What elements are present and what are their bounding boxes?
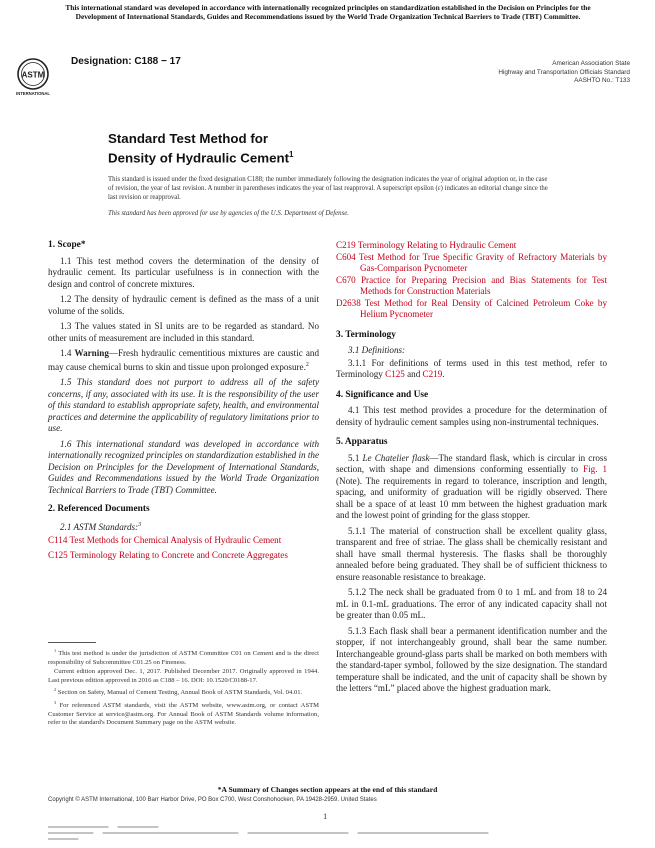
link-c125[interactable]: C125 <box>385 369 405 379</box>
para-1-1: 1.1 This test method covers the determination of the density of hydraulic cement. Its particular usefulness is in connection with the design and control of concrete mixtures. <box>48 255 319 289</box>
ref-item[interactable] <box>336 252 607 275</box>
license-watermark-icon <box>48 823 508 841</box>
title-footnote-ref[interactable]: 1 <box>289 149 294 159</box>
footnote-1-edition: Current edition approved Dec. 1, 2017. Published December 2017. Originally approved in 1944. Last previous edition approved in 2016 as C188 – 16. DOI: 10.1520/C0188-17. <box>48 668 319 684</box>
para-2-1: 2.1 ASTM Standards:$^3$ <box>60 521 142 532</box>
para-5-1-2: 5.1.2 The neck shall be graduated from 0 to 1 mL and from 18 to 24 mL in 0.1-mL graduations. The error of any indicated capacity shall not be greater than 0.05 mL. <box>336 587 607 620</box>
aashto-block <box>498 60 630 86</box>
ref-item[interactable] <box>48 550 319 562</box>
para-5-1-1: 5.1.1 The material of construction shall be excellent quality glass, transparent and free of striae. The glass shall be chemically resistant and shall have small thermal hysteresis. The flasks shall be thoroughly annealed before being graduated. They shall be of sufficient thickness to ensure reasonable resistance to breakage. <box>336 525 607 582</box>
logo-sublabel: INTERNATIONAL <box>16 91 50 96</box>
issued-note: This standard is issued under the fixed designation C188; the number immediately following the designation indicates the year of original adoption or, in the case of revision, the year of last revision. A number in parentheses indicates the year of last reapproval. A superscript epsilon (ε) indicates an editorial change since the last revision or reapproval. <box>108 176 548 201</box>
section-heading-scope: 1. Scope* <box>48 240 86 250</box>
para-1-5: 1.5 This standard does not purport to address all of the safety concerns, if any, associated with its use. It is the responsibility of the user of this standard to establish appropriate safety, health, and environmental practices and determine the applicability of regulatory limitations prior to use. <box>48 377 319 434</box>
para-1-6: 1.6 This international standard was developed in accordance with internationally recognized principles on standardization established in the Decision on Principles for the Development of International Standards, Guides and Recommendations issued by the World Trade Organization Technical Barriers to Trade (TBT) Committee. <box>48 438 319 495</box>
section-heading-significance: 4. Significance and Use <box>336 389 429 400</box>
footnote-2: $^2$ Section on Safety, Manual of Cement Testing, Annual Book of ASTM Standards, Vol. 04.01. <box>54 687 303 697</box>
ref-title-link[interactable]: Test Method for True Specific Gravity of Refractory Materials by Gas-Comparison Pycnometer <box>358 251 608 273</box>
link-fig-1[interactable]: Fig. 1 <box>583 464 607 474</box>
title-line-2: Density of Hydraulic Cement <box>108 149 290 165</box>
ref-item[interactable] <box>336 298 607 321</box>
footnote-divider <box>48 642 96 643</box>
astm-logo-icon <box>12 55 54 97</box>
footnote-ref-3[interactable]: 3 <box>138 521 142 528</box>
ref-code-link[interactable]: C114 <box>48 535 68 546</box>
ref-code-link[interactable]: D2638 <box>336 297 361 308</box>
ref-item[interactable] <box>336 240 607 252</box>
section-heading-apparatus: 5. Apparatus <box>336 437 388 447</box>
ref-title-link[interactable]: Terminology Relating to Concrete and Concrete Aggregates <box>69 549 288 560</box>
ref-code-link[interactable]: C125 <box>48 549 68 560</box>
section-heading-referenced-docs: 2. Referenced Documents <box>48 504 150 515</box>
wto-notice: This international standard was developed in accordance with internationally recognized principles on standardization established in the Decision on Principles for the Development of International Standards, Guides and Recommendations issued by the World Trade Organization Technical Barriers to Trade (TBT) Committee. <box>65 3 591 21</box>
right-column <box>336 240 607 695</box>
footnote-3: $^3$ For referenced ASTM standards, visit the ASTM website, www.astm.org, or contact ASTM Customer Service at service@astm.org. For Annual Book of ASTM Standards volume information, refer to the standard's Document Summary page on the ASTM website. <box>48 699 320 727</box>
approved-note: This standard has been approved for use by agencies of the U.S. Department of Defense. <box>108 210 349 217</box>
warning-label: Warning <box>74 348 109 358</box>
footnotes <box>48 647 319 729</box>
para-1-2: 1.2 The density of hydraulic cement is defined as the mass of a unit volume of the solids. <box>48 294 319 316</box>
ref-item[interactable] <box>48 535 319 547</box>
title-line-1: Standard Test Method for <box>108 131 269 146</box>
para-4-1: 4.1 This test method provides a procedure for the determination of density of hydraulic cement samples using non-instrumental techniques. <box>336 405 607 427</box>
left-column <box>48 240 319 561</box>
para-3-1: 3.1 Definitions: <box>348 345 406 355</box>
copyright: Copyright © ASTM International, 100 Barr Harbor Drive, PO Box C700, West Conshohocken, PA 19428-2959. United States <box>48 797 377 803</box>
aashto-line: Highway and Transportation Officials Standard <box>498 68 630 76</box>
summary-note: *A Summary of Changes section appears at the end of this standard <box>217 785 438 794</box>
ref-code-link[interactable]: C219 <box>336 240 356 250</box>
para-1-4: 1.4 Warning—Fresh hydraulic cementitious mixtures are caustic and may cause chemical burns to skin and tissue upon prolonged exposure.$^2$ <box>48 348 320 372</box>
logo-letters: ASTM <box>21 70 45 80</box>
para-3-1-1: 3.1.1 For definitions of terms used in this test method, refer to Terminology C125 and C219. <box>336 357 607 379</box>
page-title <box>108 131 293 165</box>
footnote-1: $^1$ This test method is under the jurisdiction of ASTM Committee C01 on Cement and is the direct responsibility of Subcommittee C01.25 on Fineness. <box>48 648 319 666</box>
ref-code-link[interactable]: C670 <box>336 274 356 285</box>
link-c219[interactable]: C219 <box>422 369 443 379</box>
para-5-1: 5.1 Le Chatelier flask—The standard flask, which is circular in cross section, with shape and dimensions conforming essentially to Fig. 1 (Note). The requirements in regard to tolerance, inscription and length, spacing, and uniformity of graduation will be rigidly observed. There shall be a space of at least 10 mm between the highest graduation mark and the lowest point of grinding for the glass stopper. <box>336 452 607 520</box>
footnote-ref-2[interactable]: 2 <box>305 361 309 368</box>
para-5-1-3: 5.1.3 Each flask shall bear a permanent identification number and the stopper, if not interchangeably ground, shall bear the same number. Interchangeable ground-glass parts shall be marked on both members with the standard-taper symbol, followed by the size designation. The standard temperature shall be indicated, and the unit of capacity shall be shown by the letters “mL” placed above the highest graduation mark. <box>336 625 607 693</box>
ref-title-link[interactable]: Test Method for Real Density of Calcined Petroleum Coke by Helium Pycnometer <box>360 297 607 319</box>
designation: Designation: C188 − 17 <box>71 56 181 67</box>
aashto-line: AASHTO No.: T133 <box>574 77 630 85</box>
ref-item[interactable] <box>336 275 607 298</box>
aashto-line: American Association State <box>552 60 630 67</box>
ref-title-link[interactable]: Test Methods for Chemical Analysis of Hydraulic Cement <box>69 535 282 546</box>
ref-title-link[interactable]: Terminology Relating to Hydraulic Cement <box>357 240 517 250</box>
para-1-3: 1.3 The values stated in SI units are to be regarded as standard. No other units of measurement are included in this standard. <box>48 321 319 343</box>
section-heading-terminology: 3. Terminology <box>336 329 396 340</box>
ref-code-link[interactable]: C604 <box>336 251 356 262</box>
page-number: 1 <box>323 811 328 821</box>
ref-title-link[interactable]: Practice for Preparing Precision and Bias Statements for Test Methods for Construction Materials <box>360 274 607 296</box>
